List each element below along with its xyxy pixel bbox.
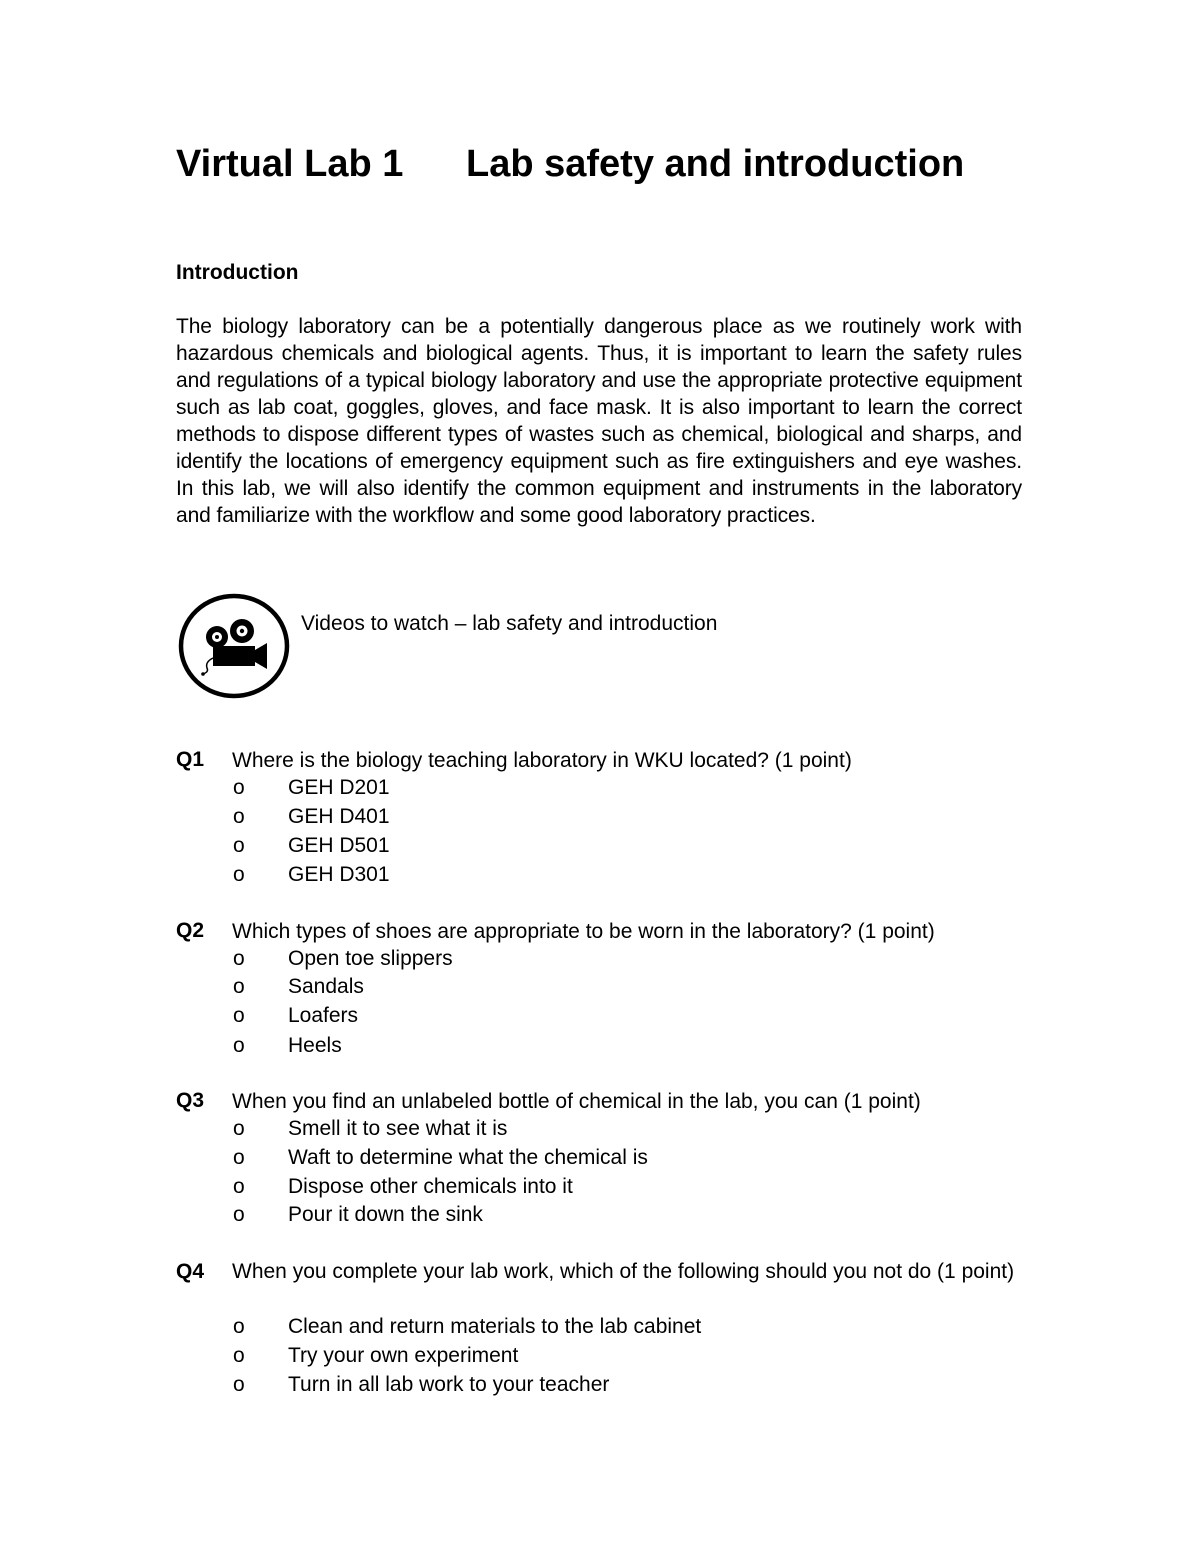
option-bullet: o: [233, 776, 245, 799]
videos-to-watch-label: Videos to watch – lab safety and introduction: [301, 612, 718, 635]
answer-option[interactable]: Clean and return materials to the lab cabinet: [288, 1315, 702, 1338]
answer-option[interactable]: Heels: [288, 1034, 342, 1057]
option-bullet: o: [233, 1004, 245, 1027]
answer-option[interactable]: GEH D201: [288, 776, 390, 799]
introduction-paragraph: The biology laboratory can be a potentially dangerous place as we routinely work with hazardous chemicals and biological agents. Thus, it is important to learn the safety rules and regulations of a typical biology laboratory and use the appropriate protective equipment such as lab coat, goggles, gloves, and face mask. It is also important to learn the correct methods to dispose different types of wastes such as chemical, biological and sharps, and identify the locations of emergency equipment such as fire extinguishers and eye washes. In this lab, we will also identify the common equipment and instruments in the laboratory and familiarize with the workflow and some good laboratory practices.: [176, 315, 1022, 527]
answer-option[interactable]: Open toe slippers: [288, 947, 453, 970]
option-bullet: o: [233, 947, 245, 970]
option-bullet: o: [233, 834, 245, 857]
question-text: Where is the biology teaching laboratory in WKU located? (1 point): [232, 749, 852, 772]
option-bullet: o: [233, 975, 245, 998]
answer-option[interactable]: Smell it to see what it is: [288, 1117, 508, 1140]
answer-option[interactable]: Try your own experiment: [288, 1344, 519, 1367]
option-bullet: o: [233, 1373, 245, 1396]
option-bullet: o: [233, 1117, 245, 1140]
question-number: Q4: [176, 1260, 205, 1283]
answer-option[interactable]: Dispose other chemicals into it: [288, 1175, 573, 1198]
answer-option[interactable]: Sandals: [288, 975, 364, 998]
option-bullet: o: [233, 1146, 245, 1169]
option-bullet: o: [233, 1175, 245, 1198]
option-bullet: o: [233, 863, 245, 886]
question-text: When you complete your lab work, which of the following should you not do (1 point): [232, 1260, 1015, 1283]
option-bullet: o: [233, 1034, 245, 1057]
question-text: When you find an unlabeled bottle of chemical in the lab, you can (1 point): [232, 1090, 921, 1113]
answer-option[interactable]: Turn in all lab work to your teacher: [288, 1373, 610, 1396]
option-bullet: o: [233, 1203, 245, 1226]
movie-camera-icon: [177, 592, 291, 700]
document-title: [176, 140, 965, 188]
answer-option[interactable]: Waft to determine what the chemical is: [288, 1146, 648, 1169]
option-bullet: o: [233, 805, 245, 828]
answer-option[interactable]: Loafers: [288, 1004, 359, 1027]
answer-option[interactable]: Pour it down the sink: [288, 1203, 483, 1226]
question-number: Q2: [176, 919, 205, 942]
title-lab-topic: Lab safety and introduction: [466, 143, 965, 185]
option-bullet: o: [233, 1315, 245, 1338]
answer-option[interactable]: GEH D501: [288, 834, 390, 857]
question-text: Which types of shoes are appropriate to be worn in the laboratory? (1 point): [232, 920, 935, 943]
answer-option[interactable]: GEH D301: [288, 863, 390, 886]
title-lab-number: Virtual Lab 1: [176, 143, 404, 185]
question-number: Q3: [176, 1089, 205, 1112]
answer-option[interactable]: GEH D401: [288, 805, 390, 828]
option-bullet: o: [233, 1344, 245, 1367]
question-number: Q1: [176, 748, 205, 771]
introduction-heading: Introduction: [176, 261, 299, 284]
